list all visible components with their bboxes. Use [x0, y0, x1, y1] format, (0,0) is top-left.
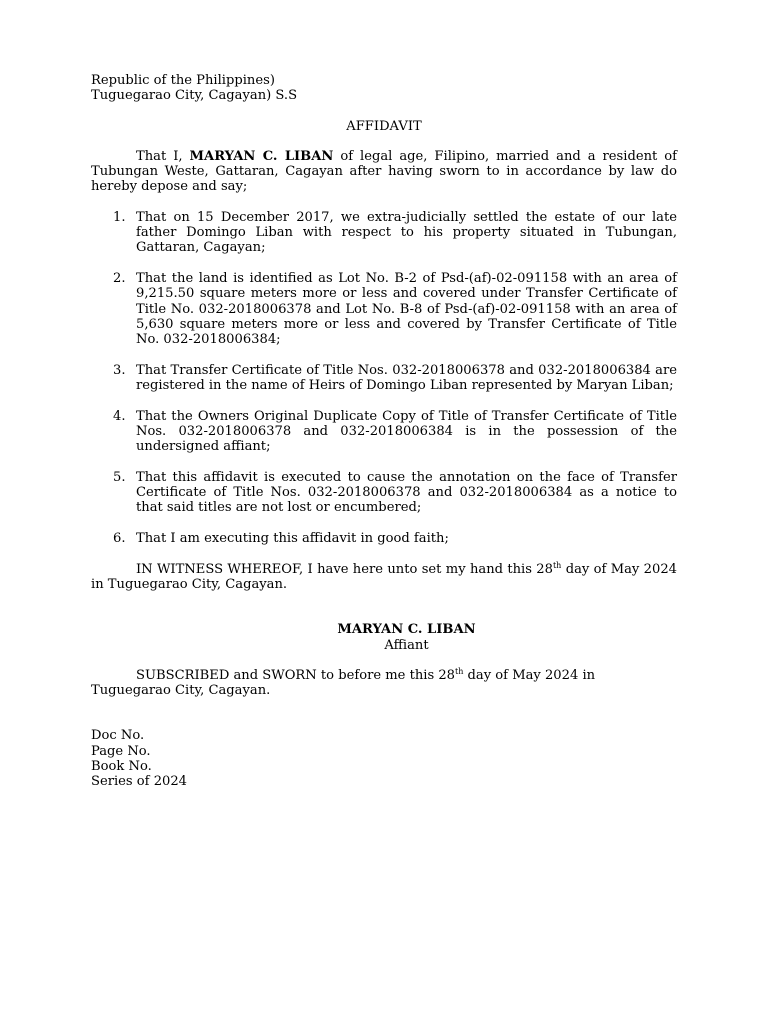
- jurat-text-after: day of May 2024 in Tuguegarao City, Cagayan.: [91, 667, 596, 699]
- list-item: [91, 531, 677, 546]
- witness-ordinal: th: [552, 560, 562, 570]
- book-number-label: Book No.: [91, 758, 152, 774]
- jurat-paragraph: [91, 668, 677, 699]
- item-number: 1.: [113, 209, 126, 225]
- item-text: That on 15 December 2017, we extra-judicially settled the estate of our late father Domingo Liban with respect to his property situated in Tubungan, Gattaran, Cagayan;: [136, 209, 677, 256]
- jurat-ordinal: th: [455, 666, 464, 676]
- item-text: That the land is identified as Lot No. B-2 of Psd-(af)-02-091158 with an area of 9,215.50 square meters more or less and covered under Transfer Certificate of Title No. 032-2018006378 and Lot No. B-8 of Psd-(af)-02-091158 with an area of 5,630 square meters more or less and covered by Transfer Certificate of Title No. 032-2018006384;: [136, 270, 677, 348]
- intro-rest: of legal age, Filipino, married and a resident of Tubungan Weste, Gattaran, Cagayan after having sworn to in accordance by law do hereby depose and say;: [91, 148, 677, 195]
- affidavit-document: [91, 73, 677, 790]
- list-item: [91, 363, 677, 394]
- affiant-name: MARYAN C. LIBAN: [189, 148, 334, 164]
- item-text: That this affidavit is executed to cause the annotation on the face of Transfer Certificate of Title Nos. 032-2018006378 and 032-2018006384 as a notice to that said titles are not lost or encumbered;: [136, 469, 677, 516]
- notarial-details: [91, 728, 677, 789]
- list-item: [91, 210, 677, 256]
- item-number: 5.: [113, 469, 126, 485]
- jurat-text-before: SUBSCRIBED and SWORN to before me this 28: [136, 667, 456, 683]
- statement-list: [91, 210, 677, 547]
- item-number: 3.: [113, 362, 126, 378]
- item-text: That the Owners Original Duplicate Copy of Title of Transfer Certificate of Title Nos. 032-2018006378 and 032-2018006384 is in the possession of the undersigned affiant;: [136, 408, 677, 455]
- venue-city: Tuguegarao City, Cagayan) S.S: [91, 88, 298, 104]
- signatory-role: Affiant: [384, 637, 429, 653]
- document-title: AFFIDAVIT: [346, 118, 422, 134]
- signatory-name: MARYAN C. LIBAN: [337, 622, 476, 638]
- witness-text-after: day of May 2024 in Tuguegarao City, Cagayan.: [91, 561, 677, 592]
- page-number-label: Page No.: [91, 743, 151, 759]
- intro-paragraph: [91, 149, 677, 195]
- list-item: [91, 409, 677, 455]
- witness-paragraph: [91, 562, 677, 593]
- witness-text-before: IN WITNESS WHEREOF, I have here unto set my hand this 28: [136, 561, 553, 577]
- signature-block: [136, 622, 677, 653]
- item-number: 4.: [113, 408, 126, 424]
- series-label: Series of 2024: [91, 774, 188, 790]
- item-text: That Transfer Certificate of Title Nos. 032-2018006378 and 032-2018006384 are registered in the name of Heirs of Domingo Liban represented by Maryan Liban;: [136, 362, 677, 394]
- intro-prefix: That I,: [136, 148, 190, 164]
- doc-number-label: Doc No.: [91, 728, 145, 744]
- list-item: [91, 470, 677, 516]
- item-number: 6.: [113, 531, 126, 547]
- item-number: 2.: [113, 270, 126, 286]
- list-item: [91, 271, 677, 347]
- venue-country: Republic of the Philippines): [91, 73, 275, 88]
- venue-block: [91, 73, 677, 104]
- item-text: That I am executing this affidavit in good faith;: [136, 531, 449, 547]
